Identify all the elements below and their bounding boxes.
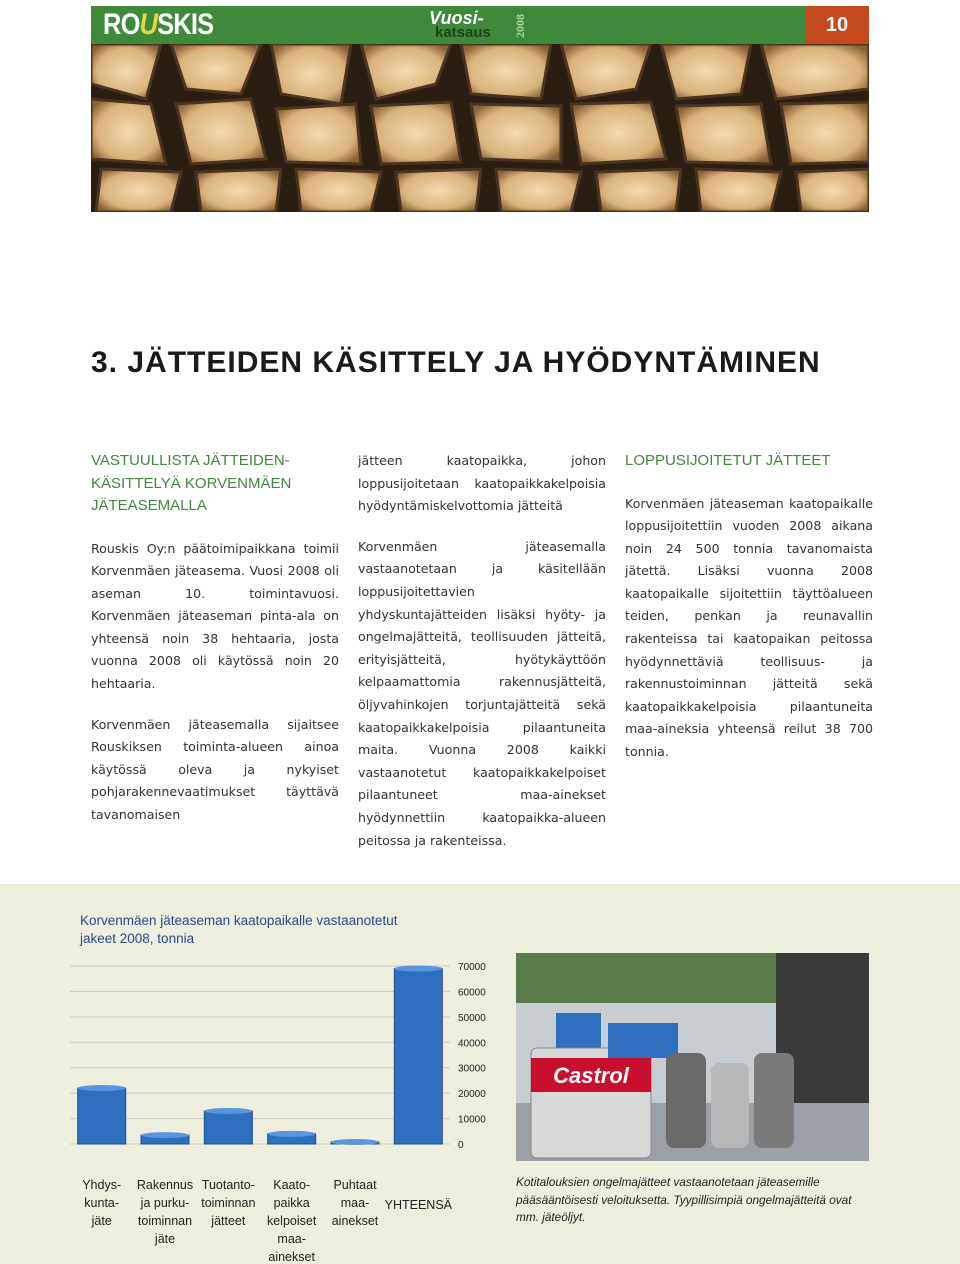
column2-paragraph-1: jätteen kaatopaikka, johon loppusijoitetaan kaatopaikkakelpoisia hyödyntämiskelvottomia jätteitä [358, 453, 606, 514]
chart-title: Korvenmäen jäteaseman kaatopaikalle vastaanotetut jakeet 2008, tonnia [80, 913, 398, 946]
firewood-illustration [91, 44, 869, 212]
chart-y-tick-label: 10000 [458, 1114, 486, 1126]
column3-heading: LOPPUSIJOITETUT JÄTTEET [625, 452, 831, 469]
oil-cans-illustration [516, 953, 869, 1161]
text-column-2 [358, 450, 606, 870]
rouskis-logo [103, 8, 213, 42]
chart-bar-top [331, 1139, 379, 1145]
vuosikatsaus-badge [429, 8, 539, 42]
header-band [91, 6, 869, 44]
chart-category-label: Tuotanto- toiminnan jätteet [201, 1178, 256, 1228]
column1-paragraph-2: Korvenmäen jäteasemalla sijaitsee Rouskiksen toiminta-alueen ainoa käytössä oleva ja nykyiset pohjarakennevaatimukset täyttävä tavanomaisen [91, 716, 339, 823]
chart-bar-top [78, 1085, 126, 1091]
bar-chart [70, 950, 490, 1162]
chart-bar-top [268, 1131, 316, 1137]
logo-text-2: U [139, 8, 158, 41]
chart-category-label: YHTEENSÄ [384, 1198, 453, 1212]
chart-bar [78, 1088, 126, 1144]
oil-cans-photo [516, 953, 869, 1161]
column3-paragraph-1: Korvenmäen jäteaseman kaatopaikalle loppusijoitettiin vuoden 2008 aikana noin 24 500 tonnia tavanomaista jätettä. Lisäksi vuonna 2008 kaatopaikalle sijoitettiin täyttöalueen teiden, penkan ja reunavallin rakenteissa tai kaatopaikan peitossa hyödynnettäviä teollisuus- ja rakennustoiminnan jätteitä sekä kaatopaikkakelpoisia pilaantuneita maa-aineksia yhteensä reilut 38 700 tonnia. [625, 495, 873, 760]
chart-bar-top [204, 1108, 252, 1114]
chart-y-tick-label: 50000 [458, 1012, 486, 1024]
chart-y-tick-label: 20000 [458, 1089, 486, 1101]
chart-y-tick-label: 60000 [458, 987, 486, 999]
page-number: 10 [805, 6, 869, 44]
chart-bar [394, 969, 442, 1144]
bar-chart-svg [70, 950, 490, 1162]
badge-subtitle: katsaus [435, 24, 491, 41]
chart-category-label: Yhdys- kunta- jäte [82, 1178, 122, 1228]
chart-bar [204, 1111, 252, 1144]
firewood-photo [91, 44, 869, 212]
logo-text-1: RO [103, 8, 140, 41]
text-column-3 [625, 450, 873, 782]
chart-category-label: Kaato- paikka kelpoiset maa- ainekset [266, 1178, 317, 1264]
section-title: 3. JÄTTEIDEN KÄSITTELY JA HYÖDYNTÄMINEN [91, 346, 821, 379]
column1-paragraph-1: Rouskis Oy:n päätoimipaikkana toimii Korvenmäen jäteasema. Vuosi 2008 oli aseman 10. toimintavuosi. Korvenmäen jäteaseman pinta-ala on yhteensä noin 38 hehtaaria, josta vuonna 2008 oli käytössä noin 20 hehtaaria. [91, 540, 339, 692]
chart-category-label: Rakennus ja purku- toiminnan jäte [136, 1178, 194, 1246]
chart-category-label: Puhtaat maa- ainekset [331, 1178, 379, 1228]
chart-y-tick-label: 40000 [458, 1038, 486, 1050]
chart-y-tick-label: 30000 [458, 1063, 486, 1075]
column2-paragraph-2: Korvenmäen jäteasemalla vastaanotetaan ja käsitellään loppusijoitettavien yhdyskuntajätteiden lisäksi hyöty- ja ongelmajätteitä, teollisuuden jätteitä, erityisjätteitä, hyötykäyttöön kelpaamattomia rakennusjätteitä, öljyvahinkojen torjuntajätteitä sekä kaatopaikkakelpoisia pilaantuneita maita. Vuonna 2008 kaikki vastaanotetut kaatopaikkakelpoiset pilaantuneet maa-ainekset hyödynnettiin kaatopaikka-alueen peitossa ja rakenteissa. [358, 538, 606, 848]
badge-year: 2008 [513, 14, 527, 38]
column1-heading: VASTUULLISTA JÄTTEIDEN-KÄSITTELYÄ KORVENMÄEN JÄTEASEMALLA [91, 452, 292, 514]
photo-caption: Kotitalouksien ongelmajätteet vastaanotetaan jäteasemille pääsääntöisesti veloituksetta. Tyypillisimpiä ongelmajätteitä ovat mm. jäteöljyt. [516, 1175, 852, 1224]
chart-bar-top [394, 966, 442, 972]
castrol-label: Castrol [553, 1063, 629, 1088]
chart-y-tick-label: 70000 [458, 962, 486, 973]
text-column-1 [91, 450, 339, 845]
chart-category-labels [70, 1176, 490, 1264]
chart-y-tick-label: 0 [458, 1140, 464, 1151]
badge-title: Vuosi- [429, 8, 484, 28]
chart-bar-top [141, 1132, 189, 1138]
logo-text-3: SKIS [157, 8, 214, 41]
